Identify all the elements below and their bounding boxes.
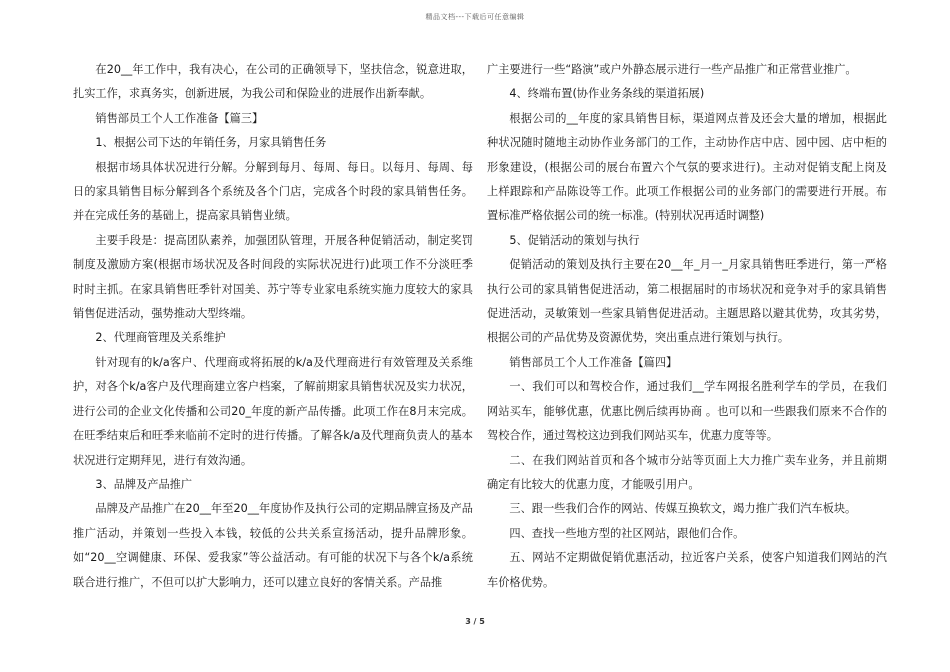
- paragraph: 二、在我们网站首页和各个城市分站等页面上大力推广卖车业务，并且前期确定有比较大的优惠力度，才能吸引用户。: [487, 453, 887, 491]
- paragraph: 五、网站不定期做促销优惠活动，拉近客户关系，使客户知道我们网站的汽车价格优势。: [487, 551, 887, 589]
- page-header: 精品文档---下载后可任意编辑: [425, 13, 525, 21]
- paragraph: 品牌及产品推广在20__年至20__年度协作及执行公司的定期品牌宣扬及产品推广活动，并策划一些投入本钱，较低的公共关系宣扬活动，提升品牌形象。如“20__空调健康、环保、爱我家”等公益活动。有可能的状况下与各个k/a系统联合进行推广，不但可以扩大影响力，还可以建立良好的客情关系。产品推: [73, 502, 473, 589]
- paragraph: 主要手段是：提高团队素养，加强团队管理，开展各种促销活动，制定奖罚制度及激励方案(根据市场状况及各时间段的实际状况进行)此项工作不分淡旺季时时主抓。在家具销售旺季针对国美、苏宁等专业家电系统实施力度较大的家具销售促进活动，强势推动大型终端。: [73, 233, 473, 321]
- paragraph: 针对现有的k/a客户、代理商或将拓展的k/a及代理商进行有效管理及关系维护，对各个k/a客户及代理商建立客户档案，了解前期家具销售状况及实力状况，进行公司的企业文化传播和公司20_年度的新产品传播。此项工作在8月末完成。在旺季结束后和旺季来临前不定时的进行传播。了解各k/a及代理商负责人的基本状况进行定期拜见，进行有效沟通。: [73, 355, 473, 467]
- section-heading: 销售部员工个人工作准备【篇三】: [95, 111, 264, 125]
- paragraph: 一、我们可以和驾校合作，通过我们__学车网报名胜利学车的学员，在我们网站买车，能够优惠，优惠比例后续再协商 。也可以和一些跟我们原来不合作的驾校合作，通过驾校这边到我们网站买车，优惠力度等等。: [487, 380, 887, 443]
- section-heading: 销售部员工个人工作准备【篇四】: [509, 355, 678, 369]
- item-heading: 1、根据公司下达的年销任务，月家具销售任务: [95, 136, 327, 150]
- right-column: [487, 58, 887, 595]
- item-heading: 4、终端布置(协作业务条线的渠道拓展): [509, 87, 705, 101]
- left-column: [73, 58, 473, 595]
- paragraph: 根据市场具体状况进行分解。分解到每月、每周、每日。以每月、每周、每日的家具销售目标分解到各个系统及各个门店，完成各个时段的家具销售任务。并在完成任务的基础上，提高家具销售业绩。: [73, 160, 473, 223]
- page-number: 3 / 5: [465, 617, 485, 626]
- item-heading: 3、品牌及产品推广: [95, 477, 193, 491]
- paragraph: 根据公司的__年度的家具销售目标，渠道网点普及还会大量的增加，根据此种状况随时随地主动协作业务部门的工作，主动协作店中店、园中园、店中柜的形象建设，(根据公司的展台布置六个气氛的要求进行)。主动对促销支配上岗及上样跟踪和产品陈设等工作。此项工作根据公司的业务部门的需要进行开展。布置标准严格依据公司的统一标准。(特别状况再适时调整): [487, 111, 887, 223]
- item-heading: 5、促销活动的策划与执行: [509, 233, 640, 247]
- paragraph: 三、跟一些我们合作的网站、传媒互换软文，竭力推广我们汽车板块。: [509, 502, 857, 516]
- paragraph: 在20__年工作中，我有决心，在公司的正确领导下，坚扶信念，锐意进取，扎实工作，求真务实，创新进展，为我公司和保险业的进展作出新奉献。: [73, 63, 473, 101]
- paragraph-continued: 广主要进行一些“路演”或户外静态展示进行一些产品推广和正常营业推广。: [487, 63, 857, 76]
- paragraph: 四、查找一些地方型的社区网站，跟他们合作。: [509, 526, 745, 540]
- item-heading: 2、代理商管理及关系维护: [95, 331, 226, 345]
- paragraph: 促销活动的策划及执行主要在20__年_月一_月家具销售旺季进行，第一严格执行公司的家具销售促进活动，第二根据届时的市场状况和竞争对手的家具销售促进活动，灵敏策划一些家具销售促进活动。主题思路以避其优势，攻其劣势，根据公司的产品优势及资源优势，突出重点进行策划与执行。: [487, 258, 887, 345]
